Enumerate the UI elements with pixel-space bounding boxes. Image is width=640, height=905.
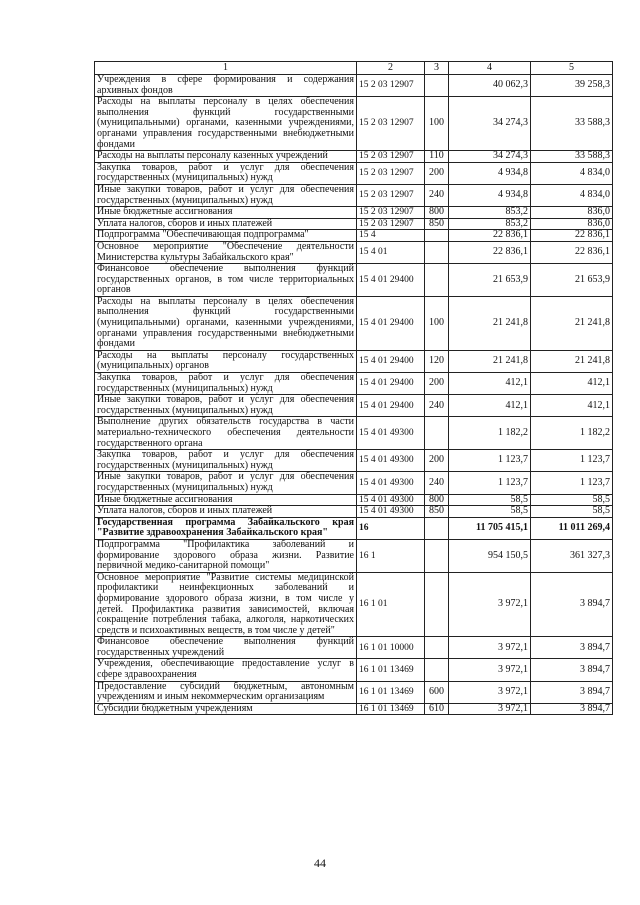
row-value-1-cell: 4 934,8	[449, 162, 531, 184]
row-name-cell: Расходы на выплаты персоналу в целях обеспечения выполнения функций государственными (муниципальными) органами, казенными учреждениями, органами управления государственными внебюджетными фондами	[95, 296, 357, 350]
row-value-1-cell: 3 972,1	[449, 572, 531, 637]
row-name-cell: Иные закупки товаров, работ и услуг для обеспечения государственных (муниципальных) нужд	[95, 184, 357, 206]
row-type-cell: 200	[425, 162, 449, 184]
row-name-cell: Финансовое обеспечение выполнения функций государственных органов, в том числе территориальных органов	[95, 264, 357, 297]
table-row	[95, 681, 613, 703]
row-code-cell: 15 2 03 12907	[357, 218, 425, 230]
row-name-cell: Закупка товаров, работ и услуг для обеспечения государственных (муниципальных) нужд	[95, 450, 357, 472]
row-value-1-cell: 3 972,1	[449, 637, 531, 659]
row-code-cell: 15 4 01	[357, 241, 425, 263]
row-name-cell: Закупка товаров, работ и услуг для обеспечения государственных (муниципальных) нужд	[95, 373, 357, 395]
row-value-2-cell: 21 653,9	[531, 264, 613, 297]
row-value-2-cell: 3 894,7	[531, 681, 613, 703]
row-name-cell: Субсидии бюджетным учреждениям	[95, 703, 357, 715]
row-name-cell: Расходы на выплаты персоналу казенных учреждений	[95, 151, 357, 163]
table-row	[95, 350, 613, 372]
table-row	[95, 572, 613, 637]
row-value-1-cell: 3 972,1	[449, 703, 531, 715]
table-row	[95, 241, 613, 263]
row-code-cell: 15 4 01 49300	[357, 472, 425, 494]
row-value-2-cell: 836,0	[531, 207, 613, 219]
row-name-cell: Подпрограмма "Профилактика заболеваний и формирование здорового образа жизни. Развитие первичной медико-санитарной помощи"	[95, 539, 357, 572]
row-value-1-cell: 21 241,8	[449, 296, 531, 350]
row-value-1-cell: 22 836,1	[449, 230, 531, 242]
table-row	[95, 539, 613, 572]
table-row	[95, 417, 613, 450]
row-value-1-cell: 11 705 415,1	[449, 517, 531, 539]
row-name-cell: Иные закупки товаров, работ и услуг для обеспечения государственных (муниципальных) нужд	[95, 395, 357, 417]
row-value-2-cell: 22 836,1	[531, 241, 613, 263]
row-type-cell: 800	[425, 207, 449, 219]
row-type-cell: 600	[425, 681, 449, 703]
row-value-2-cell: 1 123,7	[531, 472, 613, 494]
table-row	[95, 494, 613, 506]
table-row	[95, 75, 613, 97]
row-code-cell: 15 4 01 49300	[357, 417, 425, 450]
row-type-cell	[425, 264, 449, 297]
row-code-cell: 15 2 03 12907	[357, 207, 425, 219]
row-value-2-cell: 58,5	[531, 494, 613, 506]
row-type-cell	[425, 75, 449, 97]
row-code-cell: 15 2 03 12907	[357, 75, 425, 97]
row-value-1-cell: 3 972,1	[449, 681, 531, 703]
row-name-cell: Иные бюджетные ассигнования	[95, 207, 357, 219]
row-name-cell: Выполнение других обязательств государства в части материально-технического обеспечения деятельности государственного органа	[95, 417, 357, 450]
row-name-cell: Расходы на выплаты персоналу в целях обеспечения выполнения функций государственными (муниципальными) органами, казенными учреждениями, органами управления государственными внебюджетными фондами	[95, 97, 357, 151]
row-type-cell: 240	[425, 472, 449, 494]
row-code-cell: 16 1 01	[357, 572, 425, 637]
row-code-cell: 15 4 01 49300	[357, 494, 425, 506]
row-value-2-cell: 1 182,2	[531, 417, 613, 450]
row-value-1-cell: 40 062,3	[449, 75, 531, 97]
table-row	[95, 207, 613, 219]
row-type-cell: 800	[425, 494, 449, 506]
row-code-cell: 15 4 01 49300	[357, 506, 425, 518]
row-name-cell: Учреждения в сфере формирования и содержания архивных фондов	[95, 75, 357, 97]
row-value-2-cell: 3 894,7	[531, 703, 613, 715]
header-cell-2: 2	[357, 62, 425, 75]
row-code-cell: 15 4	[357, 230, 425, 242]
row-value-2-cell: 11 011 269,4	[531, 517, 613, 539]
row-name-cell: Подпрограмма "Обеспечивающая подпрограмма"	[95, 230, 357, 242]
row-value-2-cell: 4 834,0	[531, 162, 613, 184]
table-row	[95, 162, 613, 184]
row-type-cell: 110	[425, 151, 449, 163]
row-name-cell: Иные закупки товаров, работ и услуг для обеспечения государственных (муниципальных) нужд	[95, 472, 357, 494]
row-value-2-cell: 58,5	[531, 506, 613, 518]
row-type-cell: 200	[425, 373, 449, 395]
row-name-cell: Предоставление субсидий бюджетным, автономным учреждениям и иным некоммерческим организациям	[95, 681, 357, 703]
row-name-cell: Закупка товаров, работ и услуг для обеспечения государственных (муниципальных) нужд	[95, 162, 357, 184]
table-row	[95, 395, 613, 417]
row-value-1-cell: 21 653,9	[449, 264, 531, 297]
row-type-cell: 850	[425, 218, 449, 230]
row-value-1-cell: 412,1	[449, 395, 531, 417]
header-cell-3: 3	[425, 62, 449, 75]
row-value-1-cell: 853,2	[449, 207, 531, 219]
row-value-2-cell: 33 588,3	[531, 97, 613, 151]
row-value-2-cell: 39 258,3	[531, 75, 613, 97]
row-code-cell: 15 4 01 29400	[357, 296, 425, 350]
row-type-cell: 120	[425, 350, 449, 372]
row-type-cell: 200	[425, 450, 449, 472]
table-row	[95, 517, 613, 539]
row-code-cell: 15 4 01 49300	[357, 450, 425, 472]
row-type-cell	[425, 539, 449, 572]
row-name-cell: Уплата налогов, сборов и иных платежей	[95, 506, 357, 518]
row-name-cell: Расходы на выплаты персоналу государственных (муниципальных) органов	[95, 350, 357, 372]
row-value-1-cell: 34 274,3	[449, 97, 531, 151]
row-value-1-cell: 412,1	[449, 373, 531, 395]
row-code-cell: 16 1 01 13469	[357, 703, 425, 715]
row-code-cell: 16 1 01 10000	[357, 637, 425, 659]
row-type-cell	[425, 659, 449, 681]
table-row	[95, 151, 613, 163]
table-row	[95, 703, 613, 715]
row-value-1-cell: 58,5	[449, 494, 531, 506]
row-type-cell	[425, 572, 449, 637]
row-code-cell: 16 1 01 13469	[357, 681, 425, 703]
row-type-cell	[425, 637, 449, 659]
row-type-cell: 240	[425, 184, 449, 206]
table-row	[95, 637, 613, 659]
row-code-cell: 16	[357, 517, 425, 539]
table-row	[95, 450, 613, 472]
row-type-cell: 100	[425, 97, 449, 151]
row-name-cell: Иные бюджетные ассигнования	[95, 494, 357, 506]
header-cell-5: 5	[531, 62, 613, 75]
row-value-2-cell: 361 327,3	[531, 539, 613, 572]
row-value-1-cell: 1 182,2	[449, 417, 531, 450]
table-row	[95, 184, 613, 206]
page-number: 44	[314, 856, 326, 870]
row-code-cell: 15 4 01 29400	[357, 373, 425, 395]
row-name-cell: Основное мероприятие "Развитие системы медицинской профилактики неинфекционных заболеваний и формирование здорового образа жизни, в том числе у детей. Профилактика развития зависимостей, включая сокращение потребления табака, алкоголя, наркотических средств и психоактивных веществ, в том числе у детей"	[95, 572, 357, 637]
row-name-cell: Финансовое обеспечение выполнения функций государственных учреждений	[95, 637, 357, 659]
table-row	[95, 472, 613, 494]
row-value-2-cell: 21 241,8	[531, 296, 613, 350]
row-code-cell: 15 4 01 29400	[357, 395, 425, 417]
row-type-cell	[425, 417, 449, 450]
row-name-cell: Основное мероприятие "Обеспечение деятельности Министерства культуры Забайкальского края"	[95, 241, 357, 263]
row-value-2-cell: 33 588,3	[531, 151, 613, 163]
table-row	[95, 218, 613, 230]
row-value-1-cell: 22 836,1	[449, 241, 531, 263]
row-code-cell: 15 2 03 12907	[357, 184, 425, 206]
header-cell-1: 1	[95, 62, 357, 75]
row-type-cell: 240	[425, 395, 449, 417]
row-value-1-cell: 853,2	[449, 218, 531, 230]
row-value-2-cell: 3 894,7	[531, 637, 613, 659]
row-value-2-cell: 836,0	[531, 218, 613, 230]
row-value-1-cell: 58,5	[449, 506, 531, 518]
row-value-1-cell: 954 150,5	[449, 539, 531, 572]
row-value-1-cell: 1 123,7	[449, 472, 531, 494]
row-value-1-cell: 34 274,3	[449, 151, 531, 163]
row-code-cell: 15 4 01 29400	[357, 350, 425, 372]
row-value-2-cell: 412,1	[531, 373, 613, 395]
row-name-cell: Уплата налогов, сборов и иных платежей	[95, 218, 357, 230]
row-type-cell	[425, 517, 449, 539]
row-name-cell: Учреждения, обеспечивающие предоставление услуг в сфере здравоохранения	[95, 659, 357, 681]
row-code-cell: 15 2 03 12907	[357, 151, 425, 163]
row-value-2-cell: 1 123,7	[531, 450, 613, 472]
budget-table-body	[95, 62, 613, 715]
row-value-1-cell: 4 934,8	[449, 184, 531, 206]
row-code-cell: 15 4 01 29400	[357, 264, 425, 297]
row-value-2-cell: 412,1	[531, 395, 613, 417]
row-type-cell: 610	[425, 703, 449, 715]
row-value-1-cell: 3 972,1	[449, 659, 531, 681]
row-code-cell: 16 1	[357, 539, 425, 572]
table-row	[95, 264, 613, 297]
row-type-cell	[425, 241, 449, 263]
row-value-2-cell: 21 241,8	[531, 350, 613, 372]
row-code-cell: 15 2 03 12907	[357, 162, 425, 184]
header-cell-4: 4	[449, 62, 531, 75]
table-row	[95, 230, 613, 242]
row-code-cell: 15 2 03 12907	[357, 97, 425, 151]
row-value-2-cell: 22 836,1	[531, 230, 613, 242]
row-type-cell	[425, 230, 449, 242]
table-row	[95, 506, 613, 518]
table-row	[95, 659, 613, 681]
table-row	[95, 373, 613, 395]
table-header-row	[95, 62, 613, 75]
row-value-2-cell: 4 834,0	[531, 184, 613, 206]
budget-table	[94, 61, 613, 715]
row-name-cell: Государственная программа Забайкальского края "Развитие здравоохранения Забайкальского края"	[95, 517, 357, 539]
table-row	[95, 97, 613, 151]
table-row	[95, 296, 613, 350]
row-value-1-cell: 21 241,8	[449, 350, 531, 372]
row-value-1-cell: 1 123,7	[449, 450, 531, 472]
row-type-cell: 850	[425, 506, 449, 518]
row-value-2-cell: 3 894,7	[531, 659, 613, 681]
row-code-cell: 16 1 01 13469	[357, 659, 425, 681]
row-type-cell: 100	[425, 296, 449, 350]
row-value-2-cell: 3 894,7	[531, 572, 613, 637]
